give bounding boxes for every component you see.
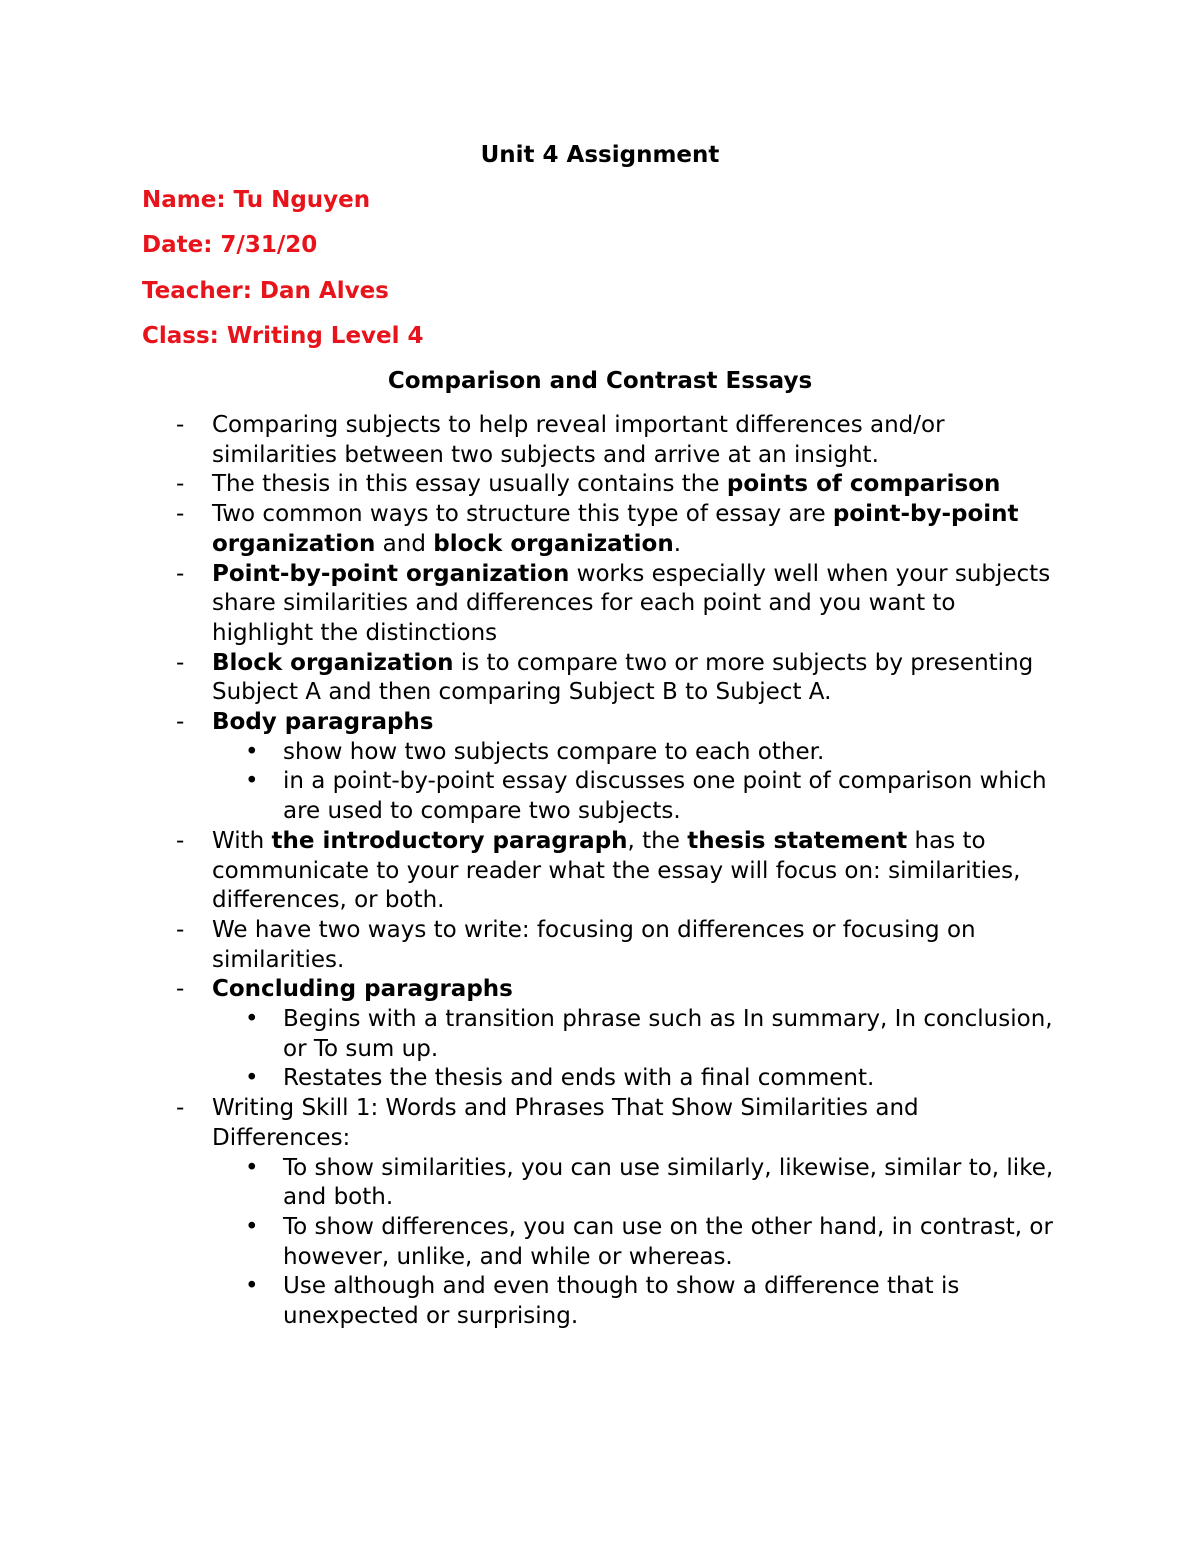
item-text-bold: Concluding paragraphs <box>212 976 513 1003</box>
item-text-bold: Block organization <box>212 649 454 676</box>
sub-item-text: To show differences, you can use on the other hand, in contrast, or however, unlike, and while or whereas. <box>283 1213 1053 1270</box>
item-text: has to communicate to your reader what the essay will focus on: similarities, differences, or both. <box>212 827 1021 914</box>
bullet-marker: • <box>245 1273 259 1300</box>
list-item <box>0 470 1062 500</box>
item-text-bold: thesis statement <box>687 827 908 854</box>
dash-marker: - <box>176 560 185 587</box>
list-item <box>0 827 1062 916</box>
list-item <box>0 649 1062 708</box>
list-item <box>0 411 1062 470</box>
item-text: Comparing subjects to help reveal important differences and/or similarities between two subjects and arrive at an insight. <box>212 412 945 468</box>
dash-marker: - <box>176 976 185 1003</box>
list-item <box>0 500 1062 559</box>
bullet-marker: • <box>245 1213 259 1240</box>
item-text-bold: Body paragraphs <box>212 709 434 736</box>
item-text: Two common ways to structure this type of essay are <box>212 501 833 528</box>
bullet-marker: • <box>245 738 259 765</box>
item-text-bold: points of comparison <box>726 471 1001 498</box>
item-text: , the <box>627 827 688 854</box>
item-text: With <box>212 827 272 854</box>
dash-marker: - <box>176 916 185 943</box>
list-item <box>0 1094 1062 1153</box>
bullet-marker: • <box>245 1006 259 1033</box>
sub-list-item <box>0 1154 1063 1213</box>
item-text-bold: point-by-point organization <box>212 501 1019 557</box>
item-text: . <box>673 530 682 557</box>
item-text: Writing Skill 1: Words and Phrases That Show Similarities and Differences: <box>212 1095 919 1151</box>
document-title: Unit 4 Assignment <box>480 142 720 168</box>
item-text: and <box>375 530 434 557</box>
sub-list-item <box>0 1272 1063 1331</box>
list-item <box>0 708 1062 738</box>
list-item <box>0 560 1062 649</box>
item-text-bold: block organization <box>433 530 674 557</box>
item-text: The thesis in this essay usually contains the <box>212 471 727 498</box>
sub-list-item <box>0 767 1063 826</box>
list-item <box>0 916 1062 975</box>
student-name: Name: Tu Nguyen <box>142 187 371 213</box>
teacher-name: Teacher: Dan Alves <box>142 278 389 304</box>
sub-item-text: in a point-by-point essay discusses one point of comparison which are used to compare two subjects. <box>283 768 1047 825</box>
dash-marker: - <box>176 412 185 438</box>
item-text-bold: Point-by-point organization <box>212 560 570 587</box>
dash-marker: - <box>176 1095 185 1122</box>
class-name: Class: Writing Level 4 <box>142 323 424 349</box>
dash-marker: - <box>176 709 185 736</box>
list-item <box>0 975 1062 1005</box>
dash-marker: - <box>176 501 185 528</box>
sub-item-text: show how two subjects compare to each other. <box>283 738 825 765</box>
item-text-bold: the introductory paragraph <box>271 827 628 854</box>
sub-list-item <box>0 1213 1063 1272</box>
sub-item-text: To show similarities, you can use similarly, likewise, similar to, like, and both. <box>283 1154 1054 1211</box>
item-text: We have two ways to write: focusing on differences or focusing on similarities. <box>212 916 976 973</box>
bullet-marker: • <box>245 1065 259 1092</box>
sub-list-item <box>0 1064 1063 1094</box>
notes-list <box>0 411 1200 1332</box>
item-text: is to compare two or more subjects by presenting Subject A and then comparing Subject B to Subject A. <box>212 649 1034 706</box>
assignment-date: Date: 7/31/20 <box>142 232 318 258</box>
sub-list-item <box>0 1005 1063 1064</box>
sub-item-text: Use although and even though to show a difference that is unexpected or surprising. <box>283 1273 960 1330</box>
sub-list-item <box>0 738 1063 768</box>
dash-marker: - <box>176 827 185 854</box>
dash-marker: - <box>176 471 185 498</box>
sub-item-text: Begins with a transition phrase such as In summary, In conclusion, or To sum up. <box>283 1006 1053 1062</box>
bullet-marker: • <box>245 768 259 795</box>
item-text: works especially well when your subjects share similarities and differences for each point and you want to highlight the distinctions <box>212 560 1051 646</box>
bullet-marker: • <box>245 1154 259 1181</box>
section-heading: Comparison and Contrast Essays <box>387 368 813 394</box>
sub-item-text: Restates the thesis and ends with a final comment. <box>283 1065 875 1092</box>
dash-marker: - <box>176 649 185 676</box>
